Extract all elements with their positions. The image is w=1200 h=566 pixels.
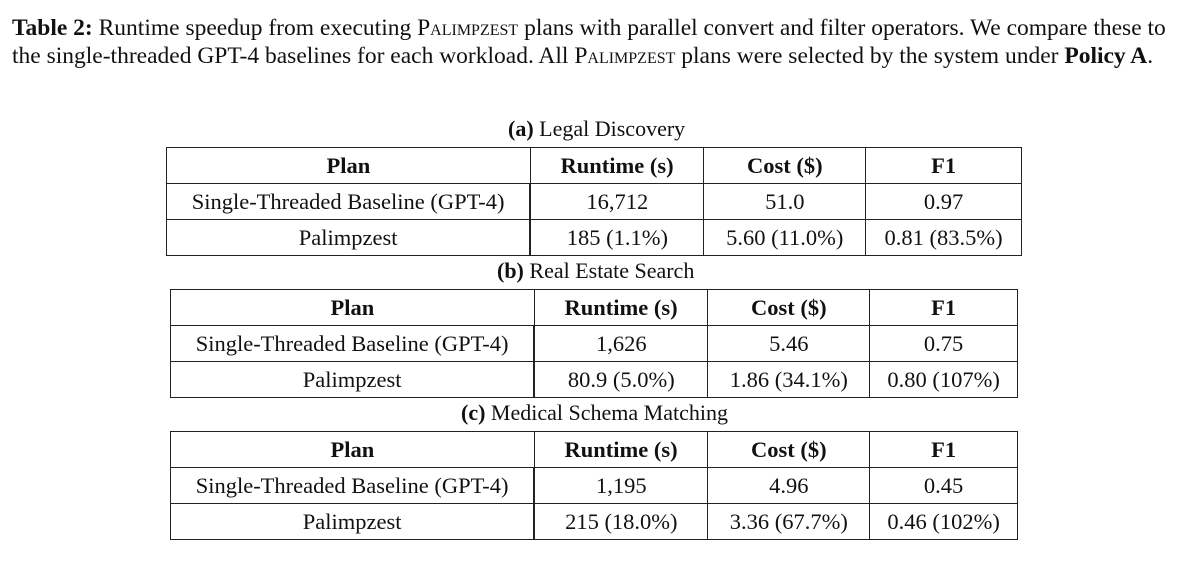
table-row xyxy=(167,184,1022,220)
cell-runtime: 16,712 xyxy=(530,184,704,220)
table-row xyxy=(171,326,1018,362)
results-table-c xyxy=(170,431,1018,540)
cell-f1: 0.81 (83.5%) xyxy=(866,220,1022,256)
table-row xyxy=(167,220,1022,256)
cell-plan: Palimpzest xyxy=(171,362,535,398)
cell-runtime: 1,195 xyxy=(534,468,708,504)
cell-f1: 0.75 xyxy=(870,326,1018,362)
header-plan: Plan xyxy=(171,290,535,326)
cell-runtime: 215 (18.0%) xyxy=(534,504,708,540)
subtable-name: Legal Discovery xyxy=(539,116,686,141)
cell-runtime: 80.9 (5.0%) xyxy=(534,362,708,398)
header-runtime: Runtime (s) xyxy=(534,290,708,326)
header-f1: F1 xyxy=(866,148,1022,184)
caption-text: . xyxy=(1147,43,1154,69)
caption-text: plans were selected by the system under xyxy=(675,43,1065,69)
cell-f1: 0.46 (102%) xyxy=(870,504,1018,540)
subtable-title-a xyxy=(508,116,685,142)
subtable-title-c xyxy=(461,400,728,426)
caption-text: Runtime speedup from executing xyxy=(92,15,418,41)
cell-plan: Single-Threaded Baseline (GPT-4) xyxy=(171,326,535,362)
header-cost: Cost ($) xyxy=(704,148,866,184)
table-header-row xyxy=(167,148,1022,184)
caption-label: Table 2: xyxy=(12,15,93,41)
table-row xyxy=(171,504,1018,540)
subtable-tag: (b) xyxy=(497,258,524,283)
results-table-a xyxy=(166,147,1022,256)
caption-policy: Policy A xyxy=(1064,43,1148,69)
table-row xyxy=(171,468,1018,504)
subtable-title-b xyxy=(497,258,694,284)
header-cost: Cost ($) xyxy=(708,290,870,326)
cell-cost: 4.96 xyxy=(708,468,870,504)
table-caption xyxy=(12,14,1188,70)
cell-cost: 1.86 (34.1%) xyxy=(708,362,870,398)
subtable-tag: (a) xyxy=(508,116,534,141)
cell-plan: Palimpzest xyxy=(167,220,531,256)
table-header-row xyxy=(171,432,1018,468)
table-header-row xyxy=(171,290,1018,326)
cell-cost: 5.46 xyxy=(708,326,870,362)
header-runtime: Runtime (s) xyxy=(530,148,704,184)
caption-system-name: Palimpzest xyxy=(417,15,519,41)
header-cost: Cost ($) xyxy=(708,432,870,468)
header-runtime: Runtime (s) xyxy=(534,432,708,468)
subtable-tag: (c) xyxy=(461,400,486,425)
caption-system-name: Palimpzest xyxy=(574,43,676,69)
cell-cost: 51.0 xyxy=(704,184,866,220)
cell-f1: 0.45 xyxy=(870,468,1018,504)
header-f1: F1 xyxy=(870,432,1018,468)
subtable-name: Medical Schema Matching xyxy=(490,400,728,425)
cell-runtime: 185 (1.1%) xyxy=(530,220,704,256)
header-plan: Plan xyxy=(167,148,531,184)
table-row xyxy=(171,362,1018,398)
header-f1: F1 xyxy=(870,290,1018,326)
cell-cost: 3.36 (67.7%) xyxy=(708,504,870,540)
caption-text: plans with parallel convert and filter operators. We compare these to the single-threaded GPT-4 baselines for each workload. All xyxy=(12,15,1166,69)
header-plan: Plan xyxy=(171,432,535,468)
cell-f1: 0.80 (107%) xyxy=(870,362,1018,398)
subtable-name: Real Estate Search xyxy=(529,258,695,283)
cell-cost: 5.60 (11.0%) xyxy=(704,220,866,256)
cell-plan: Single-Threaded Baseline (GPT-4) xyxy=(171,468,535,504)
cell-runtime: 1,626 xyxy=(534,326,708,362)
results-table-b xyxy=(170,289,1018,398)
cell-plan: Palimpzest xyxy=(171,504,535,540)
cell-f1: 0.97 xyxy=(866,184,1022,220)
cell-plan: Single-Threaded Baseline (GPT-4) xyxy=(167,184,531,220)
